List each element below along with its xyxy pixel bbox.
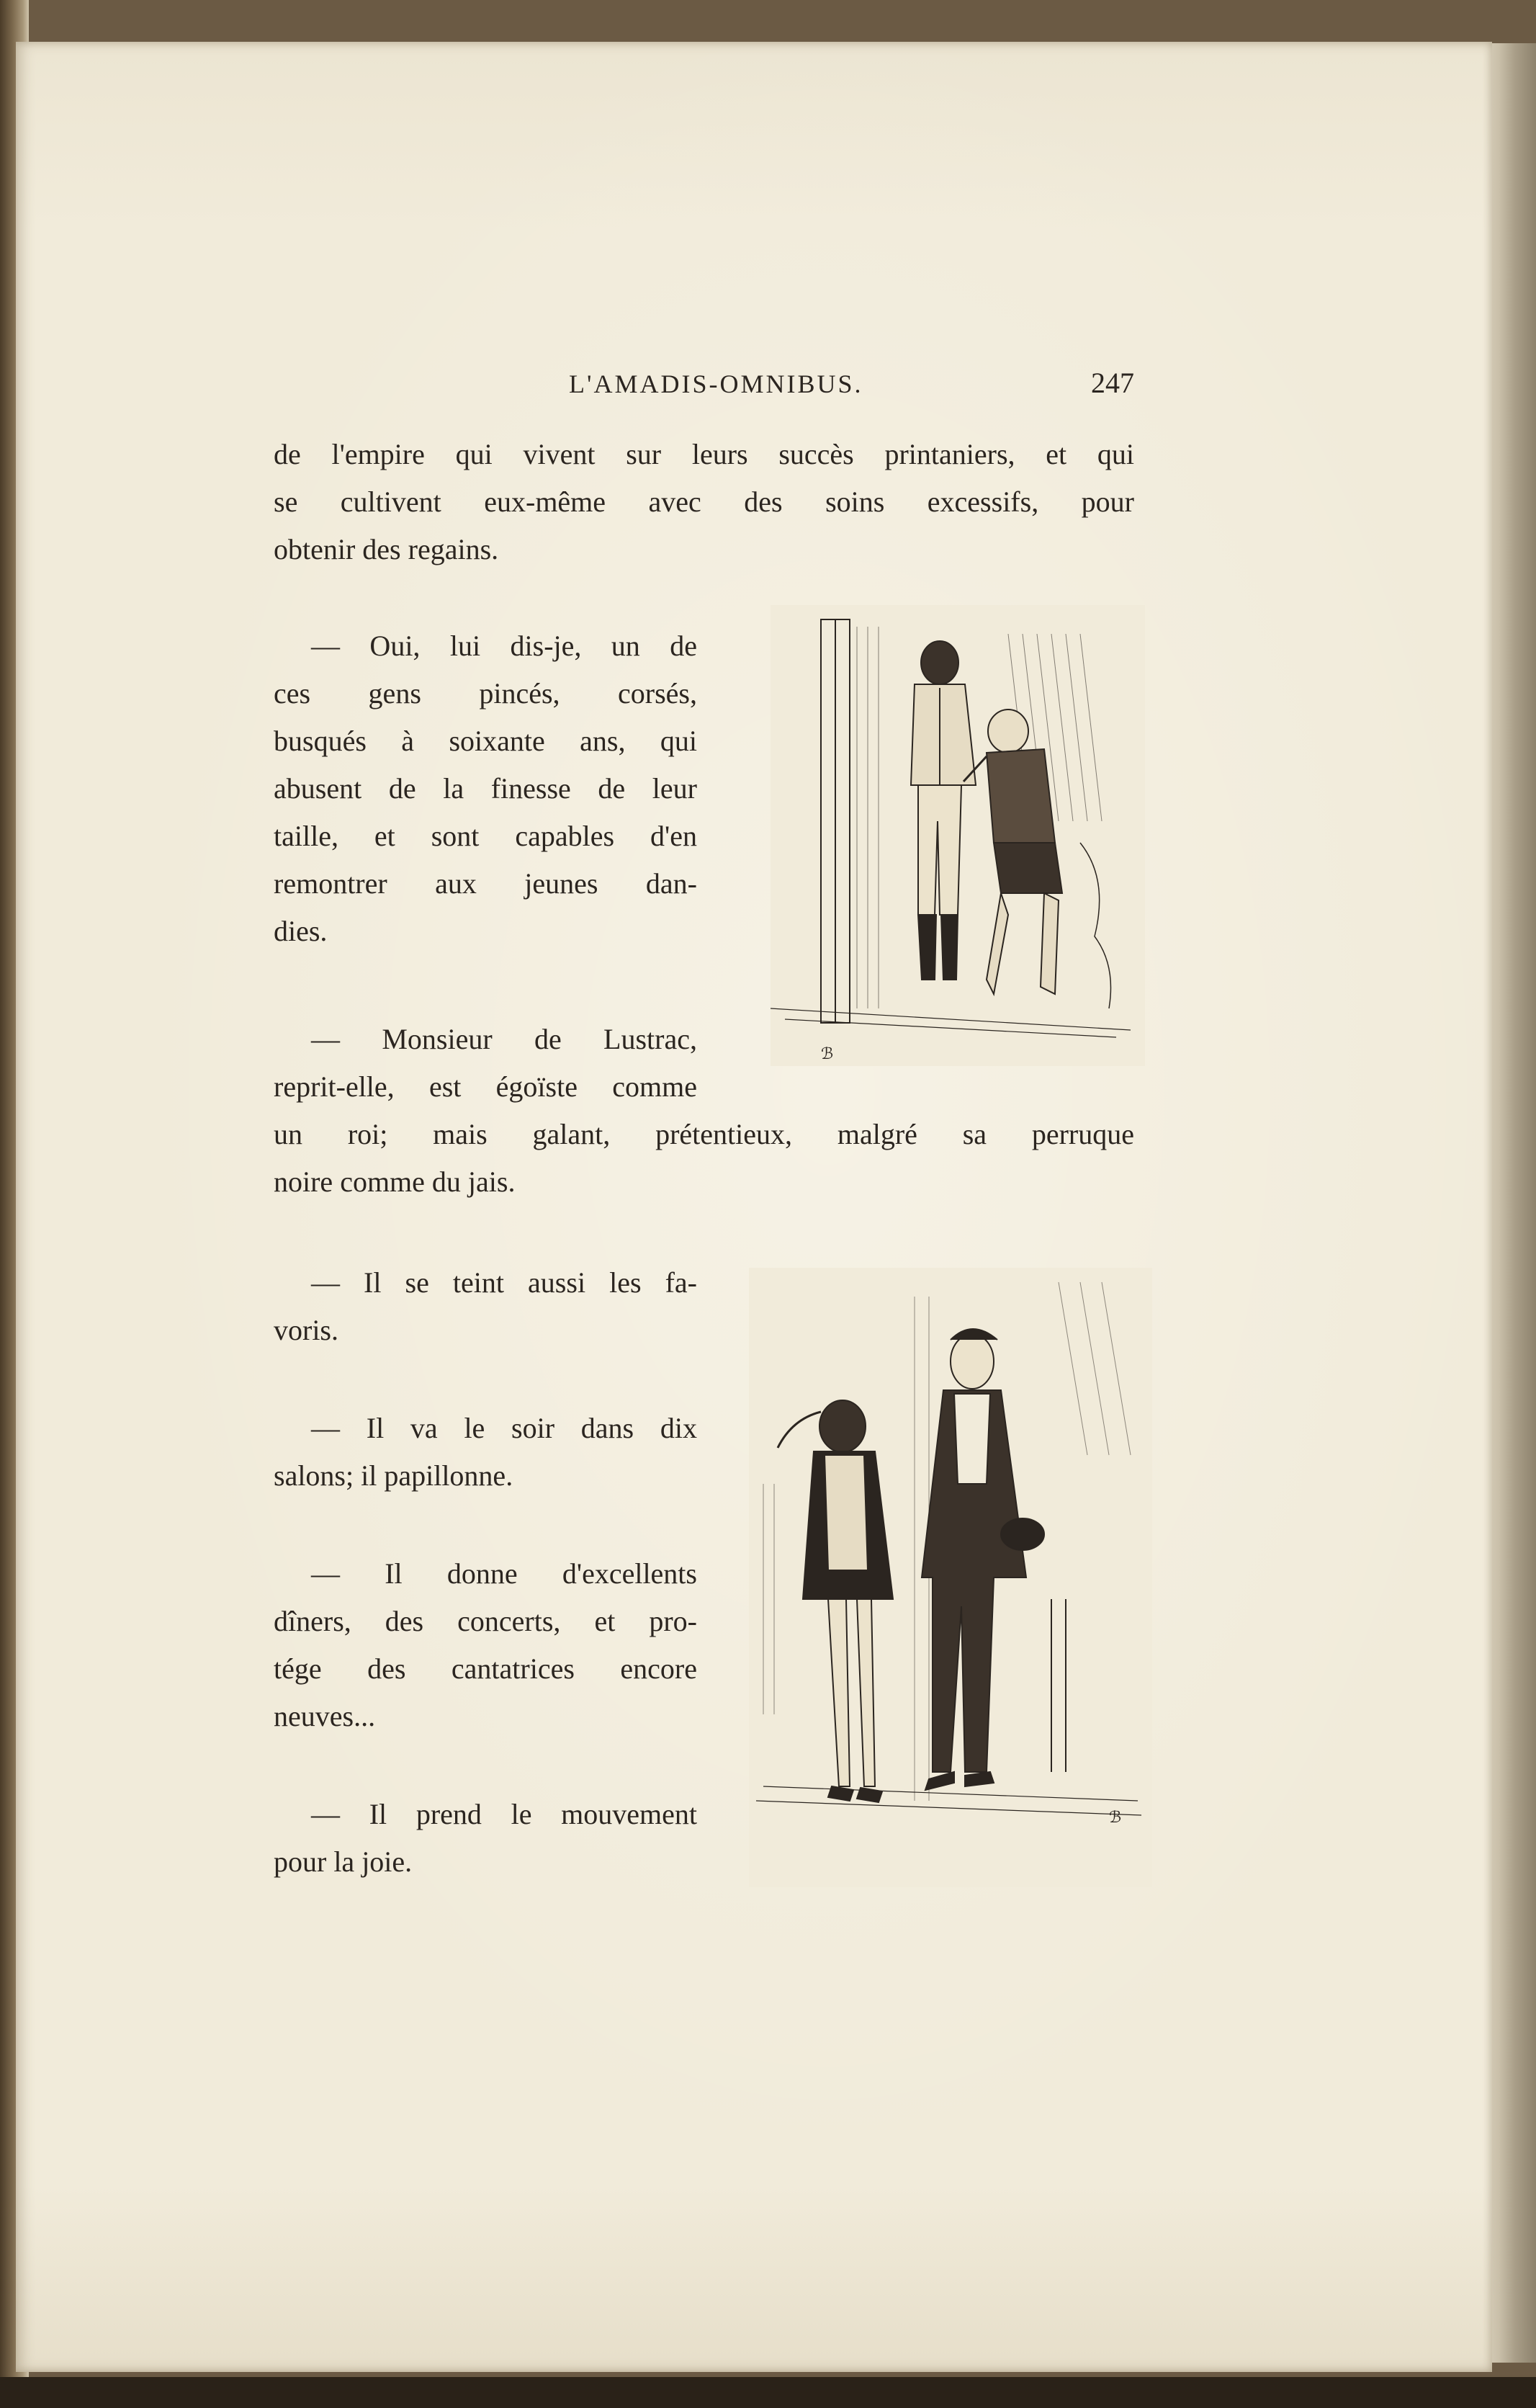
illustration-gentleman-and-boy — [749, 1268, 1152, 1887]
running-title: L'AMADIS-OMNIBUS. — [569, 370, 863, 398]
paragraph-2-line-2: ces gens pincés, corsés, — [274, 677, 697, 710]
paragraph-6-line-3: tége des cantatrices encore — [274, 1652, 697, 1685]
boy-head — [819, 1400, 866, 1452]
paragraph-5-line-1: — Il va le soir dans dix — [311, 1412, 697, 1444]
paragraph-1-line-2: se cultivent eux-même avec des soins excessifs, pour — [274, 485, 1134, 518]
paragraph-2-line-6: remontrer aux jeunes dan- — [274, 867, 697, 900]
engraving-corset-lacing-drawing — [771, 605, 1145, 1066]
paragraph-2-line-7: dies. — [274, 915, 328, 947]
paragraph-2-line-4: abusent de la finesse de leur — [274, 772, 697, 805]
paragraph-3-line-4: noire comme du jais. — [274, 1165, 516, 1198]
gentleman-head — [951, 1334, 994, 1389]
paragraph-3-line-3: un roi; mais galant, prétentieux, malgré sa perruque — [274, 1118, 1134, 1150]
bottom-shadow — [0, 2377, 1536, 2408]
paragraph-4-line-2: voris. — [274, 1314, 338, 1346]
running-head — [274, 369, 1134, 412]
paragraph-2-line-5: taille, et sont capables d'en — [274, 820, 697, 852]
page-number: 247 — [1091, 367, 1134, 399]
paragraph-3-line-1: — Monsieur de Lustrac, — [311, 1023, 697, 1055]
paragraph-2-line-1: — Oui, lui dis-je, un de — [311, 630, 697, 662]
engraving-gentleman-and-boy-drawing — [749, 1268, 1152, 1887]
paragraph-4-line-1: — Il se teint aussi les fa- — [311, 1266, 697, 1299]
artist-monogram-2: ℬ — [1109, 1808, 1122, 1826]
standing-man-head — [921, 641, 958, 684]
paragraph-2-line-3: busqués à soixante ans, qui — [274, 725, 697, 757]
artist-monogram: ℬ — [821, 1044, 834, 1062]
bald-man-head — [988, 710, 1028, 753]
paragraph-1-line-1: de l'empire qui vivent sur leurs succès printaniers, et qui — [274, 438, 1134, 470]
paragraph-7-line-2: pour la joie. — [274, 1845, 413, 1878]
paragraph-6-line-4: neuves... — [274, 1700, 376, 1732]
paragraph-6-line-2: dîners, des concerts, et pro- — [274, 1605, 697, 1637]
illustration-corset-lacing — [771, 605, 1145, 1066]
paragraph-6-line-1: — Il donne d'excellents — [311, 1557, 697, 1590]
top-hat — [1001, 1518, 1044, 1550]
paragraph-5-line-2: salons; il papillonne. — [274, 1459, 513, 1492]
paragraph-3-line-2: reprit-elle, est égoïste comme — [274, 1070, 697, 1103]
paragraph-1-line-3: obtenir des regains. — [274, 533, 499, 565]
paragraph-7-line-1: — Il prend le mouvement — [311, 1798, 697, 1830]
